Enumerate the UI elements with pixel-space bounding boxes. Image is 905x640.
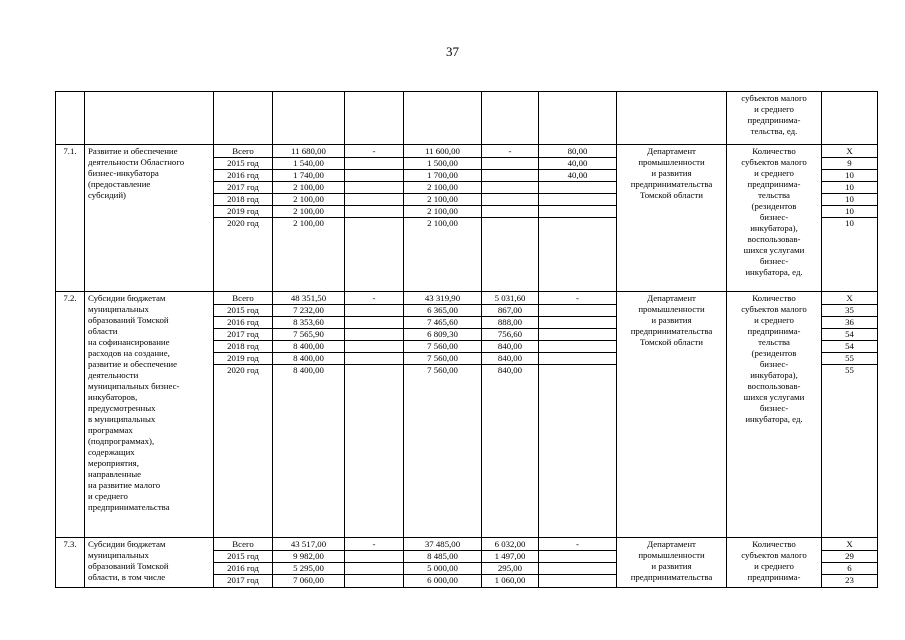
cell-line (482, 158, 538, 170)
cell-line (539, 206, 616, 218)
cell-line: 1 740,00 (273, 170, 344, 182)
cell-line: 40,00 (539, 158, 616, 170)
cell-line: 2 100,00 (273, 182, 344, 194)
cell-line: 8 485,00 (404, 551, 481, 563)
indicator-values (822, 292, 878, 538)
cell-line (345, 329, 403, 341)
cell-line: 2 100,00 (404, 206, 481, 218)
cell-line (539, 317, 616, 329)
cell-line (345, 353, 403, 365)
cell-line (345, 575, 403, 586)
cell-line: 11 600,00 (404, 146, 481, 158)
cell-line: 54 (822, 341, 877, 353)
other-sources (539, 538, 617, 588)
cell-line: 1 700,00 (404, 170, 481, 182)
cell-line: 10 (845, 218, 854, 228)
cell-line: 840,00 (497, 365, 523, 375)
cell-line (539, 182, 616, 194)
cell-line: 29 (822, 551, 877, 563)
cell-line: 9 982,00 (273, 551, 344, 563)
cell-line: - (539, 539, 616, 551)
cell-line: 2018 год (214, 341, 272, 353)
cell-line: 1 540,00 (273, 158, 344, 170)
total-amount (273, 292, 345, 538)
cell-line (482, 182, 538, 194)
cell-line: 37 485,00 (404, 539, 481, 551)
cell-line: 5 000,00 (404, 563, 481, 575)
program-row (56, 292, 878, 538)
cell-line: 2 100,00 (293, 218, 324, 228)
cell-line (345, 194, 403, 206)
cell-line (539, 563, 616, 575)
cell-line: 55 (845, 365, 854, 375)
empty-cell (482, 92, 539, 145)
cell-line: 840,00 (482, 353, 538, 365)
federal-budget (345, 145, 404, 292)
cell-line: 888,00 (482, 317, 538, 329)
cell-line: - (345, 146, 403, 158)
cell-line: 756,60 (482, 329, 538, 341)
indicator-values (822, 538, 878, 588)
cell-line (345, 218, 403, 229)
cell-line (345, 182, 403, 194)
cell-line: 8 353,60 (273, 317, 344, 329)
indicator-cell: субъектов малого и среднего предпринима- тельства, ед. (727, 92, 822, 145)
cell-line: 2 100,00 (273, 194, 344, 206)
cell-line (539, 341, 616, 353)
empty-cell (617, 92, 727, 145)
cell-line: Всего (214, 146, 272, 158)
cell-line (539, 353, 616, 365)
cell-line: 6 000,00 (427, 575, 458, 585)
cell-line: 36 (822, 317, 877, 329)
total-amount (273, 538, 345, 588)
empty-cell (539, 92, 617, 145)
other-sources (539, 145, 617, 292)
indicator-name: Количество субъектов малого и среднего предпринима- тельства (резидентов бизнес- инкубатора), воспользовав- шихся услугами бизнес- инкубатора, ед. (727, 145, 822, 292)
cell-line: 2 100,00 (404, 182, 481, 194)
cell-line (345, 317, 403, 329)
year-list (214, 292, 273, 538)
cell-line: 7 565,90 (273, 329, 344, 341)
year-list (214, 145, 273, 292)
federal-budget (345, 538, 404, 588)
regional-budget (404, 538, 482, 588)
cell-line: 8 400,00 (273, 353, 344, 365)
regional-budget (404, 145, 482, 292)
cell-line (482, 206, 538, 218)
empty-cell (822, 92, 878, 145)
cell-line: 2019 год (214, 353, 272, 365)
cell-line: 5 295,00 (273, 563, 344, 575)
empty-cell (273, 92, 345, 145)
cell-line: 7 465,60 (404, 317, 481, 329)
cell-line: 35 (822, 305, 877, 317)
cell-line: 2 100,00 (404, 194, 481, 206)
local-budget (482, 292, 539, 538)
cell-line: 10 (822, 170, 877, 182)
cell-line: 54 (822, 329, 877, 341)
executor: Департамент промышленности и развития предпринимательства Томской области (617, 145, 727, 292)
cell-line: 10 (822, 182, 877, 194)
cell-line (539, 194, 616, 206)
cell-line: 6 (822, 563, 877, 575)
carryover-row (56, 92, 878, 145)
cell-line: 6 032,00 (482, 539, 538, 551)
row-number: 7.2. (56, 292, 85, 538)
cell-line (345, 551, 403, 563)
cell-line (345, 158, 403, 170)
cell-line (482, 194, 538, 206)
empty-cell (345, 92, 404, 145)
cell-line: 10 (822, 206, 877, 218)
cell-line: - (539, 293, 616, 305)
other-sources (539, 292, 617, 538)
cell-line: 2015 год (214, 551, 272, 563)
cell-line: 2017 год (227, 575, 259, 585)
executor: Департамент промышленности и развития предпринимательства Томской области (617, 292, 727, 538)
cell-line: - (345, 539, 403, 551)
cell-line: 43 319,90 (404, 293, 481, 305)
cell-line: 2020 год (227, 218, 259, 228)
page-number: 37 (446, 44, 459, 59)
cell-line (539, 551, 616, 563)
cell-line: Х (822, 146, 877, 158)
cell-line (539, 218, 616, 229)
cell-line (539, 575, 616, 586)
cell-line (345, 206, 403, 218)
cell-line: Всего (214, 293, 272, 305)
cell-line: 8 400,00 (273, 341, 344, 353)
executor: Департамент промышленности и развития предпринимательства (617, 538, 727, 588)
program-row (56, 538, 878, 588)
cell-line: 7 560,00 (404, 341, 481, 353)
cell-line: - (345, 293, 403, 305)
row-number: 7.1. (56, 145, 85, 292)
cell-line: 6 809,30 (404, 329, 481, 341)
cell-line (539, 365, 616, 376)
cell-line (482, 218, 538, 229)
cell-line (539, 329, 616, 341)
cell-line: 11 680,00 (273, 146, 344, 158)
cell-line: 295,00 (482, 563, 538, 575)
cell-line: 2 100,00 (273, 206, 344, 218)
cell-line: 1 497,00 (482, 551, 538, 563)
cell-line: 2018 год (214, 194, 272, 206)
cell-line: 5 031,60 (482, 293, 538, 305)
federal-budget (345, 292, 404, 538)
cell-line: 2017 год (214, 329, 272, 341)
measure-name: Развитие и обеспечение деятельности Областного бизнес-инкубатора (предоставление субсидий) (85, 145, 214, 292)
cell-line: 8 400,00 (293, 365, 324, 375)
cell-line: Всего (214, 539, 272, 551)
empty-cell (56, 92, 85, 145)
total-amount (273, 145, 345, 292)
cell-line: 1 500,00 (404, 158, 481, 170)
row-number: 7.3. (56, 538, 85, 588)
program-table (55, 91, 878, 588)
cell-line (345, 563, 403, 575)
cell-line: 6 365,00 (404, 305, 481, 317)
measure-name: Субсидии бюджетам муниципальных образований Томской области, в том числе (85, 538, 214, 588)
cell-line: 48 351,50 (273, 293, 344, 305)
cell-line: 9 (822, 158, 877, 170)
cell-line: 2016 год (214, 170, 272, 182)
local-budget (482, 145, 539, 292)
cell-line (345, 341, 403, 353)
cell-line (539, 305, 616, 317)
year-list (214, 538, 273, 588)
cell-line: 1 060,00 (494, 575, 526, 585)
cell-line: - (482, 146, 538, 158)
cell-line: 80,00 (539, 146, 616, 158)
cell-line: 7 560,00 (404, 353, 481, 365)
cell-line: 10 (822, 194, 877, 206)
cell-line: 867,00 (482, 305, 538, 317)
empty-cell (404, 92, 482, 145)
cell-line (345, 305, 403, 317)
empty-cell (214, 92, 273, 145)
local-budget (482, 538, 539, 588)
cell-line: 2016 год (214, 563, 272, 575)
cell-line: Х (822, 293, 877, 305)
cell-line: 43 517,00 (273, 539, 344, 551)
cell-line: 7 232,00 (273, 305, 344, 317)
cell-line: 2 100,00 (427, 218, 458, 228)
cell-line: Х (822, 539, 877, 551)
empty-cell (85, 92, 214, 145)
program-row (56, 145, 878, 292)
cell-line (345, 365, 403, 376)
cell-line: 2015 год (214, 158, 272, 170)
cell-line: 40,00 (539, 170, 616, 182)
cell-line: 2016 год (214, 317, 272, 329)
regional-budget (404, 292, 482, 538)
cell-line (345, 170, 403, 182)
cell-line: 2019 год (214, 206, 272, 218)
cell-line: 7 060,00 (293, 575, 324, 585)
cell-line: 840,00 (482, 341, 538, 353)
measure-name: Субсидии бюджетам муниципальных образований Томской области на софинансирование расходов на создание, развитие и обеспечение деятельности муниципальных бизнес- инкубаторов, предусмотренных в муниципальных программах (подпрограммах), содержащих мероприятия, направленные на развитие малого и среднего предпринимательства (85, 292, 214, 538)
cell-line: 2015 год (214, 305, 272, 317)
cell-line: 55 (822, 353, 877, 365)
cell-line: 7 560,00 (427, 365, 458, 375)
indicator-name: Количество субъектов малого и среднего предпринима- (727, 538, 822, 588)
indicator-name: Количество субъектов малого и среднего предпринима- тельства (резидентов бизнес- инкубатора), воспользовав- шихся услугами бизнес- инкубатора, ед. (727, 292, 822, 538)
indicator-values (822, 145, 878, 292)
cell-line: 23 (845, 575, 854, 585)
cell-line: 2020 год (227, 365, 259, 375)
cell-line: 2017 год (214, 182, 272, 194)
cell-line (482, 170, 538, 182)
